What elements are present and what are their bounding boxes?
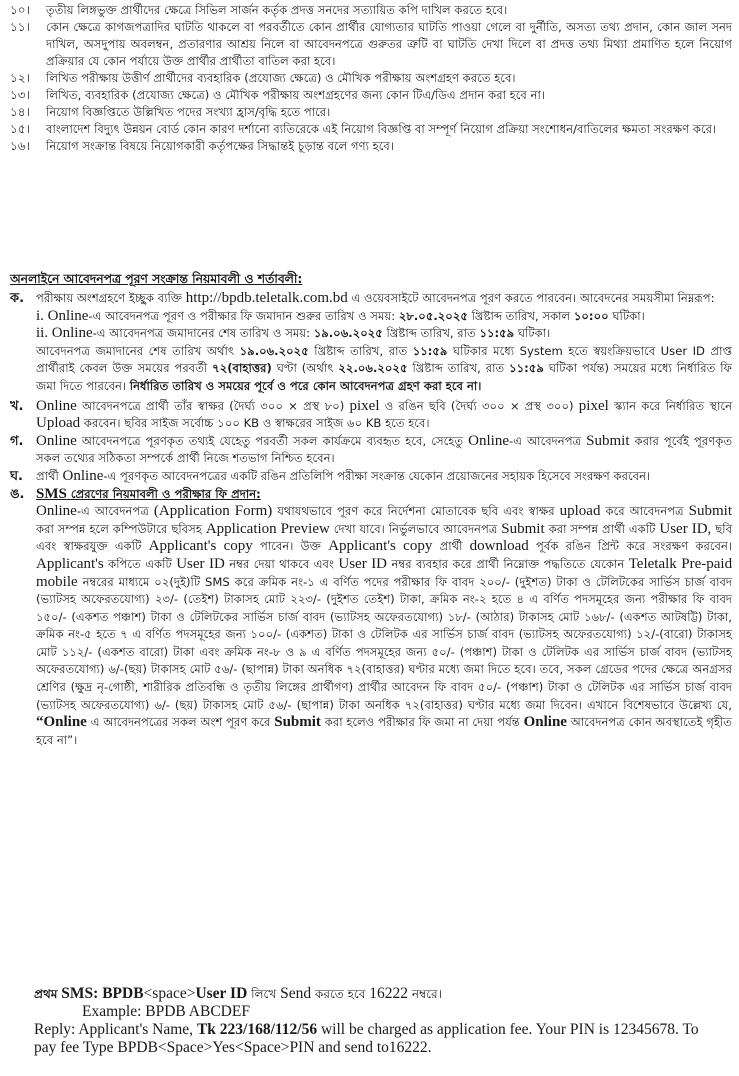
text: ঘটিকা পর্যন্ত) সময়ের মধ্যে নির্ধারিত ফি জমা দিতে পারবেন। — [36, 361, 733, 393]
text: -এ আবেদনপত্র পূরণ ও পরীক্ষার ফি জমাদান শুরুর তারিখ ও সময়: — [88, 308, 396, 323]
rule-number: ১৩। — [10, 88, 30, 102]
instruction-gha — [10, 468, 732, 486]
sms-number: 16222 — [369, 985, 409, 1002]
text: Applicant's — [36, 555, 104, 572]
text: Online — [51, 325, 93, 342]
rule-number: ১২। — [10, 71, 30, 85]
text: -এ আবেদনপত্র — [76, 504, 149, 519]
text: করে আবেদনপত্র — [605, 504, 684, 519]
text: খ্রিষ্টাব্দ তারিখ, রাত — [314, 343, 408, 358]
text: ii. — [36, 325, 49, 342]
text: করা হলেও পরীক্ষার ফি জমা না দেয়া পর্যন্ত — [324, 715, 520, 730]
item-marker: ঘ. — [10, 468, 23, 484]
text: কপিতে একটি — [108, 556, 172, 571]
rule-number: ১০। — [10, 3, 30, 17]
text: করা সম্পন্ন হলে কম্পিউটারে ছবিসহ — [36, 521, 202, 536]
text: Applicant's copy — [148, 538, 253, 555]
item-body — [36, 398, 732, 433]
text: করার পূর্বেই পূরণকৃত সকল তথ্যের সঠিকতা সম্পর্কে প্রার্থী নিজে শতভাগ নিশ্চিত হবেন। — [36, 433, 733, 466]
instruction-ka — [10, 290, 732, 396]
text: pixel — [349, 397, 380, 414]
text: -এ আবেদনপত্র জমাদানের শেষ তারিখ ও সময়: — [92, 326, 311, 341]
text: Submit — [274, 714, 321, 731]
text: করতে হবে — [314, 987, 366, 1001]
text: দেখা যাবে। নির্ভুলভাবে আবেদনপত্র — [333, 521, 498, 536]
rule-item — [10, 138, 732, 155]
text: পাবেন। উক্ত — [260, 539, 321, 554]
first-sms-line — [34, 985, 724, 1003]
text: i. — [36, 307, 44, 324]
rule-number: ১৪। — [10, 105, 30, 119]
text: পূর্বক রঙিন প্রিন্ট করে সংরক্ষণ করবেন। — [536, 539, 733, 554]
text: খ্রিষ্টাব্দ তারিখ, রাত — [412, 361, 505, 376]
text: ৭২(বাহাত্তর) — [212, 361, 272, 376]
rule-text: বাংলাদেশ বিদ্যুৎ উন্নয়ন বোর্ড কোন কারণ দর্শানো ব্যতিরেকে এই নিয়োগ বিজ্ঞপ্তি বা সম্পূর্ণ নিয়োগ প্রক্রিয়া সংশোধন/বাতিলের ক্ষমতা সংরক্ষণ করে। — [46, 122, 717, 136]
text: নম্বরে। — [411, 987, 442, 1001]
item-body — [36, 486, 732, 750]
item-body — [36, 468, 732, 486]
text: যথাযথভাবে পূরণ করে নির্দেশনা মোতাবেক ছবি এবং স্বাক্ষর — [277, 504, 555, 519]
text: প্রার্থী — [36, 468, 59, 483]
text: ঘটিকা। — [517, 326, 551, 341]
item-marker: ক. — [10, 291, 25, 306]
text: Applicant's copy — [328, 538, 433, 555]
rule-text: নিয়োগ সংক্রান্ত বিষয়ে নিয়োগকারী কর্তৃপক্ষের সিদ্ধান্তই চূড়ান্ত বলে গণ্য হবে। — [46, 139, 394, 153]
text: ছবি এবং স্বাক্ষরযুক্ত একটি — [36, 521, 733, 554]
text: Upload — [36, 415, 81, 432]
text: Online — [36, 432, 77, 449]
text: আবেদনপত্র কোন অবস্থাতেই গৃহীত হবে না”। — [36, 715, 733, 747]
instruction-ga — [10, 433, 732, 468]
text: স্ক্যান করে নির্ধারিত স্থানে — [614, 398, 733, 413]
text: আবেদনপত্রে পূরণকৃত তথ্যই যেহেতু পরবর্তী সকল কার্যক্রমে ব্যবহৃত হবে, সেহেতু — [81, 433, 464, 448]
text: পরীক্ষায় অংশগ্রহণে ইচ্ছুক ব্যক্তি — [36, 291, 183, 305]
text: Online — [36, 397, 77, 414]
text: Online — [62, 467, 104, 484]
text: করা সম্পন্ন প্রার্থী একটি — [548, 521, 656, 536]
rule-item — [10, 104, 732, 121]
text: প্রথম — [34, 987, 58, 1001]
text: Online — [468, 432, 509, 449]
start-date: ২৮.০৫.২০২৫ — [398, 308, 468, 323]
text: ১১:৫৯ — [509, 361, 544, 376]
text: আবেদনপত্রে প্রার্থী তাঁর স্বাক্ষর (দৈর্ঘ্য ৩০০ × প্রস্থ ৮০) — [82, 398, 345, 413]
rule-item — [10, 87, 732, 104]
text: প্রার্থী — [439, 539, 463, 554]
text: User ID — [195, 985, 248, 1002]
text: ১৯.০৬.২০২৫ — [239, 343, 309, 358]
instruction-uma — [10, 486, 732, 750]
text: User ID — [338, 555, 388, 572]
text: Send — [280, 985, 312, 1002]
fee-details: নম্বরের মাধ্যমে ০২(দুই)টি SMS করে ক্রমিক নং-১ এ বর্ণিত পদের পরীক্ষার ফি বাবদ ২০০/- (দুইশত) টাকা ও টেলিটকের সার্ভিস চার্জ বাবদ (ভ্যাটসহ অফেরতযোগ্য) ২৩/- (তেইশ) টাকাসহ মোট ২২৩/- (দুইশত তেইশ) টাকা, ক্রমিক নং-২ হতে ৪ এ বর্ণিত পদসমূহের জন্য পরীক্ষার ফি বাবদ ১৫০/- (একশত পঞ্চাশ) টাকা ও টেলিটকের সার্ভিস চার্জ বাবদ (ভ্যাটসহ অফেরতযোগ্য) ১৮/- (আঠার) টাকাসহ মোট ১৬৮/- (একশত আটষট্টি) টাকা, ক্রমিক নং-৫ হতে ৭ এ বর্ণিত পদসমূহের জন্য ১০০/- (একশত) টাকা ও টেলিটক এর সার্ভিস চার্জ বাবদ (ভ্যাটসহ অফেরতযোগ্য) ১২/-(বারো) টাকাসহ মোট ১১২/- (একশত বারো) টাকা এবং ক্রমিক নং-৮ ও ৯ এ বর্ণিত পদসমূহের জন্য ৫০/- (পঞ্চাশ) টাকা ও টেলিটক এর সার্ভিস চার্জ বাবদ (ভ্যাটসহ অফেরতযোগ্য) ৬/-(ছয়) টাকাসহ মোট ৫৬/- (ছাপান্ন) টাকা অনধিক ৭২(বাহাত্তর) ঘণ্টার মধ্যে জমা দিতে হবে। তবে, সকল গ্রেডের পদের ক্ষেত্রে অনগ্রসর শ্রেণির (ক্ষুদ্র নৃ-গোষ্ঠী, শারীরিক প্রতিবন্ধি ও তৃতীয় লিঙ্গের প্রার্থীগণ) প্রার্থীর আবেদন ফি বাবদ ৫০/- (পঞ্চাশ) টাকা ও টেলিটক এর সার্ভিস চার্জ বাবদ (ভ্যাটসহ অফেরতযোগ্য) ৬/- (ছয়) টাকাসহ মোট ৫৬/- (ছাপান্ন) টাকা অনধিক ৭২(বাহাত্তর) ঘণ্টার মধ্যে জমা দিবেন। এখানে বিশেষভাবে উল্লেখ্য যে, — [36, 574, 733, 712]
text: এ আবেদনপত্রের সকল অংশ পূরণ করে — [90, 715, 271, 730]
rule-number: ১১। — [10, 20, 30, 34]
item-marker: খ. — [10, 398, 24, 414]
text: download — [469, 538, 529, 555]
section-title: অনলাইনে আবেদনপত্র পূরণ সংক্রান্ত নিয়মাবলী ও শর্তাবলী: — [10, 272, 303, 286]
instruction-list — [10, 290, 732, 749]
text: SMS — [36, 485, 67, 502]
end-date: ১৯.০৬.২০২৫ — [313, 326, 383, 341]
text: ও রঙিন ছবি (দৈর্ঘ্য ৩০০ × প্রস্থ ৩০০) — [384, 398, 574, 413]
instruction-kha — [10, 398, 732, 433]
text: নম্বর দেয়া থাকবে এবং — [229, 556, 334, 571]
sms-reply — [34, 1021, 724, 1057]
text: নম্বর ব্যবহার করে প্রার্থী নিম্নোক্ত পদ্ধতিতে যেকোন — [391, 556, 625, 571]
text: খ্রিষ্টাব্দ তারিখ, সকাল — [471, 308, 571, 323]
sms-example: Example: BPDB ABCDEF — [82, 1003, 250, 1020]
text: ২২.০৬.২০২৫ — [338, 361, 408, 376]
text: ঘটিকা। — [612, 308, 645, 323]
text: -এ পূরণকৃত আবেদনপত্রের একটি রঙিন প্রতিলিপি পরীক্ষা সংক্রান্ত যেকোন প্রয়োজনের সহায়ক হিসেবে সংরক্ষণ করবেন। — [103, 468, 651, 483]
text: -এ আবেদনপত্র — [508, 433, 582, 448]
rule-text: নিয়োগ বিজ্ঞপ্তিতে উল্লিখিত পদের সংখ্যা হ্রাস/বৃদ্ধি হতে পারে। — [46, 105, 331, 119]
sms-instructions — [34, 985, 724, 1057]
text: <space> — [143, 985, 196, 1002]
text: ১১:৫৯ — [412, 343, 448, 358]
start-time: ১০:০০ — [573, 308, 609, 323]
fee-amounts: Tk 223/168/112/56 — [196, 1021, 318, 1038]
text: User ID — [176, 555, 225, 572]
item-body — [36, 290, 732, 396]
text: Submit — [688, 503, 733, 520]
text: Teletalk Pre-paid mobile — [36, 555, 733, 590]
rule-item — [10, 121, 732, 138]
rule-text: তৃতীয় লিঙ্গভুক্ত প্রার্থীদের ক্ষেত্রে সিভিল সার্জন কর্তৃক প্রদত্ত সনদের সত্যায়িত কপি দাখিল করতে হবে। — [46, 3, 508, 17]
text: Online — [47, 307, 89, 324]
text: করবেন। ছবির সাইজ সর্বোচ্চ ১০০ KB ও স্বাক্ষরের সাইজ ৬০ KB হতে হবে। — [83, 416, 430, 431]
text: আবেদনপত্র জমাদানের শেষ তারিখ অর্থাৎ — [36, 343, 235, 358]
text: Online — [523, 714, 567, 731]
text: Submit — [501, 520, 545, 537]
text: BPDB — [102, 985, 144, 1002]
rule-number: ১৫। — [10, 122, 30, 136]
text: will be charged as application fee. Your PIN is 12345678. To pay fee Type BPDB<Space>Yes<Space>PIN and send to16222. — [34, 1021, 699, 1056]
rule-item — [10, 2, 732, 19]
text: খ্রিষ্টাব্দ তারিখ, রাত — [386, 326, 476, 341]
text: ঘণ্টা (অর্থাৎ — [276, 361, 334, 376]
item-marker: গ. — [10, 433, 24, 449]
rule-text: লিখিত, ব্যবহারিক (প্রযোজ্য ক্ষেত্রে) ও মৌখিক পরীক্ষায় অংশগ্রহণের জন্য কোন টিএ/ডিএ প্রদান করা হবে না। — [46, 88, 545, 102]
text: Online — [36, 503, 77, 520]
text: প্রেরণের নিয়মাবলী ও পরীক্ষার ফি প্রদান: — [70, 486, 261, 501]
sms-heading — [36, 487, 261, 501]
text: Reply: Applicant's Name, — [34, 1021, 194, 1038]
website-link[interactable]: http://bpdb.teletalk.com.bd — [185, 290, 348, 306]
text: User ID, — [659, 520, 712, 537]
end-time: ১১:৫৯ — [479, 326, 515, 341]
rule-number: ১৬। — [10, 139, 30, 153]
text: ঘটিকার মধ্যে System হতে স্বয়ংক্রিয়ভাবে User ID প্রাপ্ত প্রার্থীরাই কেবল উক্ত সময়ের পরবর্তী — [36, 343, 733, 376]
rule-item — [10, 70, 732, 87]
text: লিখে — [251, 987, 277, 1001]
text: এ ওয়েবসাইটে আবেদনপত্র পূরণ করতে পারবেন। আবেদনের সময়সীমা নিম্নরূপ: — [351, 291, 715, 305]
rule-text: কোন ক্ষেত্রে কাগজপত্রাদির ঘাটতি থাকলে বা পরবর্তীতে কোন প্রার্থীর যোগ্যতার ঘাটতি পাওয়া গেলে বা দুর্নীতি, অসত্য তথ্য প্রদান, কোন জাল সনদ দাখিল, অসদুপায় অবলম্বন, প্রতারণার আশ্রয় নিলে বা আবেদনপত্রে গুরুতর ত্রুটি বা ঘাটতি দেখা দিলে বা প্রদত্ত তথ্য মিথ্যা প্রমাণিত হলে নিয়োগ প্রক্রিয়ার যে কোন পর্যায়ে উক্ত প্রার্থীর প্রার্থীতা বাতিল করা হবে। — [46, 20, 732, 68]
deadline-warning: নির্ধারিত তারিখ ও সময়ের পূর্বে ও পরে কোন আবেদনপত্র গ্রহণ করা হবে না। — [129, 378, 482, 393]
text: SMS: — [61, 985, 99, 1002]
text: pixel — [578, 397, 609, 414]
item-marker: ঙ. — [10, 486, 25, 502]
rule-item — [10, 19, 732, 70]
text: Submit — [586, 432, 630, 449]
text: Application Preview — [205, 520, 330, 537]
text: upload — [559, 503, 601, 520]
text: “Online — [36, 714, 87, 731]
item-body — [36, 433, 732, 468]
text: (Application Form) — [153, 503, 273, 520]
rule-text: লিখিত পরীক্ষায় উত্তীর্ণ প্রার্থীদের ব্যবহারিক (প্রযোজ্য ক্ষেত্রে) ও মৌখিক পরীক্ষায় অংশগ্রহণ করতে হবে। — [46, 71, 516, 85]
rules-list — [10, 2, 732, 155]
